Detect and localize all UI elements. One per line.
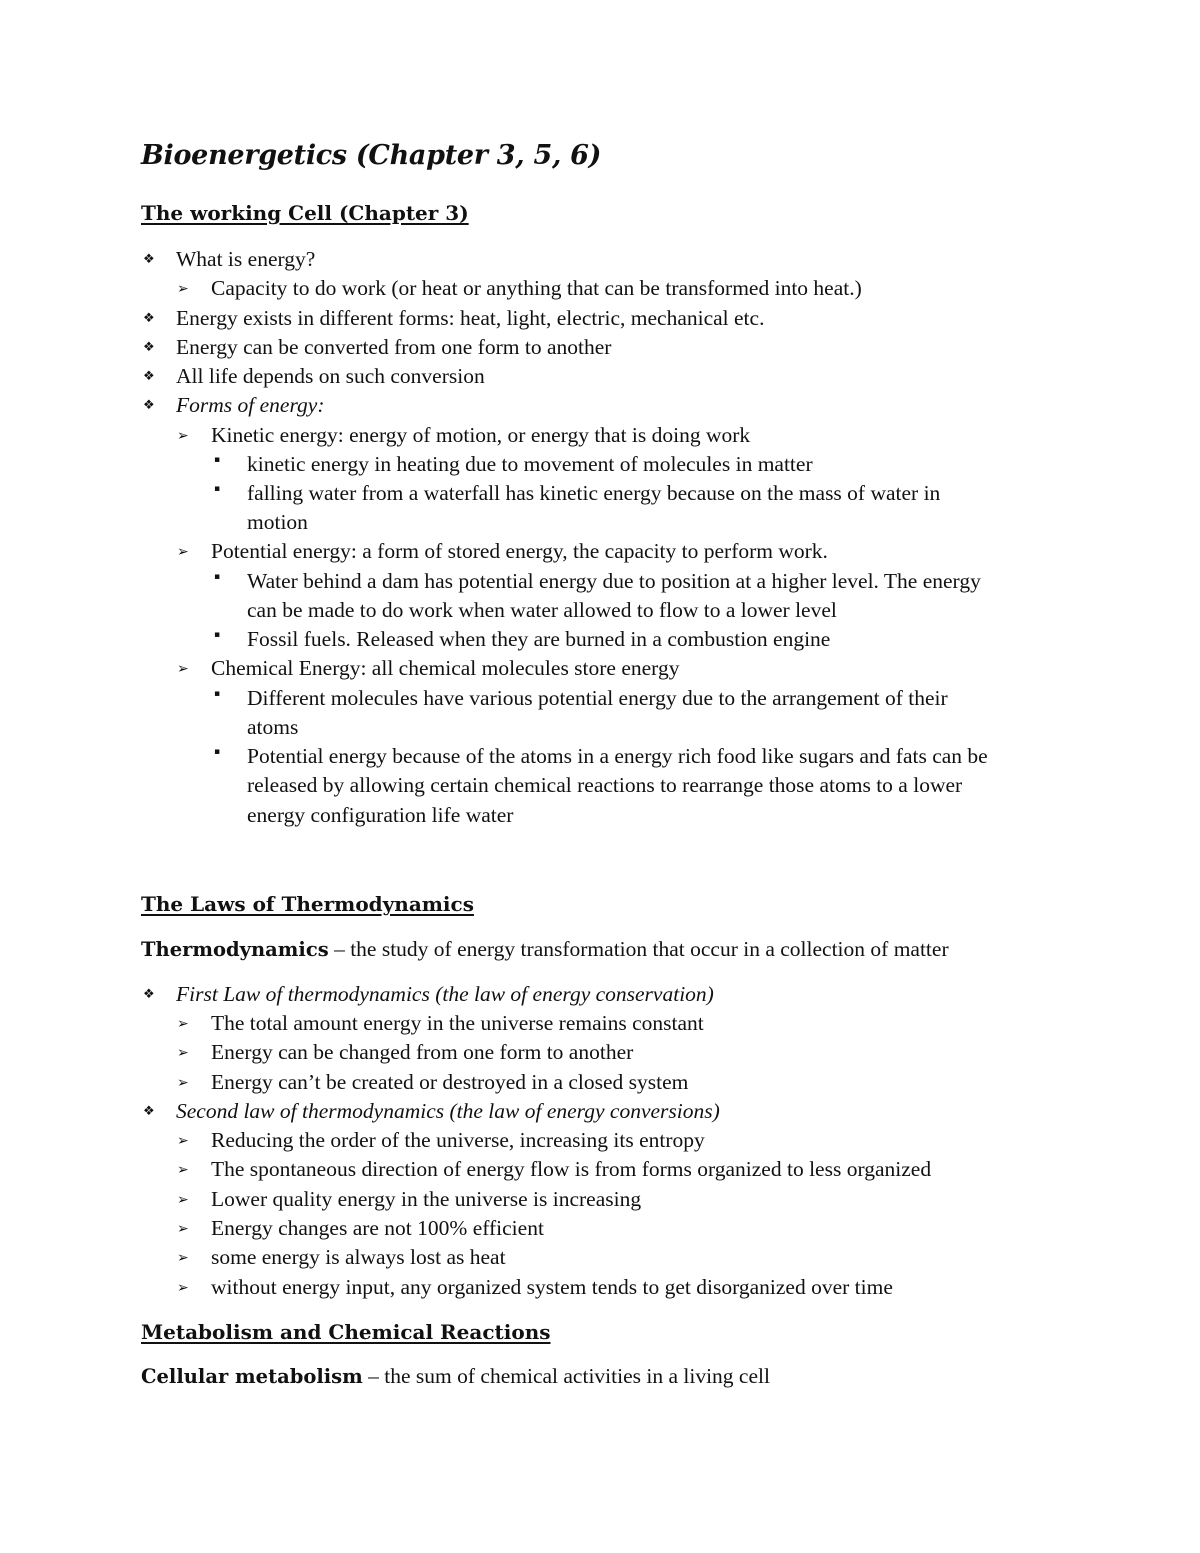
list-item: Kinetic energy: energy of motion, or energy that is doing work <box>211 423 751 447</box>
list-item: Potential energy: a form of stored energy, the capacity to perform work. <box>211 539 828 563</box>
square-bullet-icon: ▪ <box>214 630 221 640</box>
list-item: Different molecules have various potential energy due to the arrangement of their <box>247 686 948 710</box>
list-item: Energy exists in different forms: heat, light, electric, mechanical etc. <box>176 306 765 330</box>
list-item: Energy can be changed from one form to another <box>211 1040 634 1064</box>
list-item: All life depends on such conversion <box>176 364 485 388</box>
list-item: Reducing the order of the universe, increasing its entropy <box>211 1128 705 1152</box>
diamond-bullet-icon: ❖ <box>143 1104 155 1119</box>
definition-thermodynamics <box>141 935 949 964</box>
arrow-bullet-icon: ➢ <box>177 281 189 297</box>
list-item: Capacity to do work (or heat or anything that can be transformed into heat.) <box>211 276 862 300</box>
list-item: Energy can be converted from one form to another <box>176 335 612 359</box>
diamond-bullet-icon: ❖ <box>143 369 155 384</box>
definition-cellular-metabolism <box>141 1362 770 1391</box>
arrow-bullet-icon: ➢ <box>177 1162 189 1178</box>
list-item: Chemical Energy: all chemical molecules store energy <box>211 656 680 680</box>
list-item: kinetic energy in heating due to movement of molecules in matter <box>247 452 813 476</box>
list-item: Energy changes are not 100% efficient <box>211 1216 544 1240</box>
list-item: falling water from a waterfall has kinetic energy because on the mass of water in <box>247 481 941 505</box>
list-item: Lower quality energy in the universe is increasing <box>211 1187 642 1211</box>
square-bullet-icon: ▪ <box>214 747 221 757</box>
section-heading-working-cell: The working Cell (Chapter 3) <box>141 201 469 225</box>
arrow-bullet-icon: ➢ <box>177 1221 189 1237</box>
diamond-bullet-icon: ❖ <box>143 398 155 413</box>
list-item: First Law of thermodynamics (the law of energy conservation) <box>176 982 714 1006</box>
list-item: Fossil fuels. Released when they are burned in a combustion engine <box>247 627 831 651</box>
list-item: The total amount energy in the universe remains constant <box>211 1011 704 1035</box>
square-bullet-icon: ▪ <box>214 689 221 699</box>
arrow-bullet-icon: ➢ <box>177 661 189 677</box>
definition-term: Cellular metabolism <box>141 1365 363 1388</box>
definition-text: – the study of energy transformation that occur in a collection of matter <box>328 937 949 961</box>
square-bullet-icon: ▪ <box>214 484 221 494</box>
list-item: Water behind a dam has potential energy due to position at a higher level. The energy <box>247 569 981 593</box>
arrow-bullet-icon: ➢ <box>177 428 189 444</box>
list-item: some energy is always lost as heat <box>211 1245 506 1269</box>
diamond-bullet-icon: ❖ <box>143 252 155 267</box>
list-item-continuation: energy configuration life water <box>247 803 514 827</box>
list-item-continuation: atoms <box>247 715 299 739</box>
square-bullet-icon: ▪ <box>214 572 221 582</box>
list-item-continuation: can be made to do work when water allowed to flow to a lower level <box>247 598 837 622</box>
list-item: without energy input, any organized system tends to get disorganized over time <box>211 1275 893 1299</box>
diamond-bullet-icon: ❖ <box>143 987 155 1002</box>
list-item: What is energy? <box>176 247 316 271</box>
arrow-bullet-icon: ➢ <box>177 1075 189 1091</box>
definition-term: Thermodynamics <box>141 938 329 961</box>
diamond-bullet-icon: ❖ <box>143 340 155 355</box>
section-heading-thermodynamics: The Laws of Thermodynamics <box>141 892 474 916</box>
list-item: Forms of energy: <box>176 393 325 417</box>
list-item: Energy can’t be created or destroyed in a closed system <box>211 1070 689 1094</box>
section-heading-metabolism: Metabolism and Chemical Reactions <box>141 1320 551 1344</box>
diamond-bullet-icon: ❖ <box>143 311 155 326</box>
arrow-bullet-icon: ➢ <box>177 1045 189 1061</box>
arrow-bullet-icon: ➢ <box>177 1280 189 1296</box>
arrow-bullet-icon: ➢ <box>177 1192 189 1208</box>
document-title: Bioenergetics (Chapter 3, 5, 6) <box>141 140 602 171</box>
list-item-continuation: motion <box>247 510 308 534</box>
list-item: Potential energy because of the atoms in a energy rich food like sugars and fats can be <box>247 744 988 768</box>
square-bullet-icon: ▪ <box>214 455 221 465</box>
list-item: The spontaneous direction of energy flow is from forms organized to less organized <box>211 1157 932 1181</box>
arrow-bullet-icon: ➢ <box>177 1250 189 1266</box>
list-item: Second law of thermodynamics (the law of energy conversions) <box>176 1099 720 1123</box>
list-item-continuation: released by allowing certain chemical reactions to rearrange those atoms to a lower <box>247 773 963 797</box>
arrow-bullet-icon: ➢ <box>177 544 189 560</box>
definition-text: – the sum of chemical activities in a living cell <box>362 1364 770 1388</box>
arrow-bullet-icon: ➢ <box>177 1133 189 1149</box>
arrow-bullet-icon: ➢ <box>177 1016 189 1032</box>
